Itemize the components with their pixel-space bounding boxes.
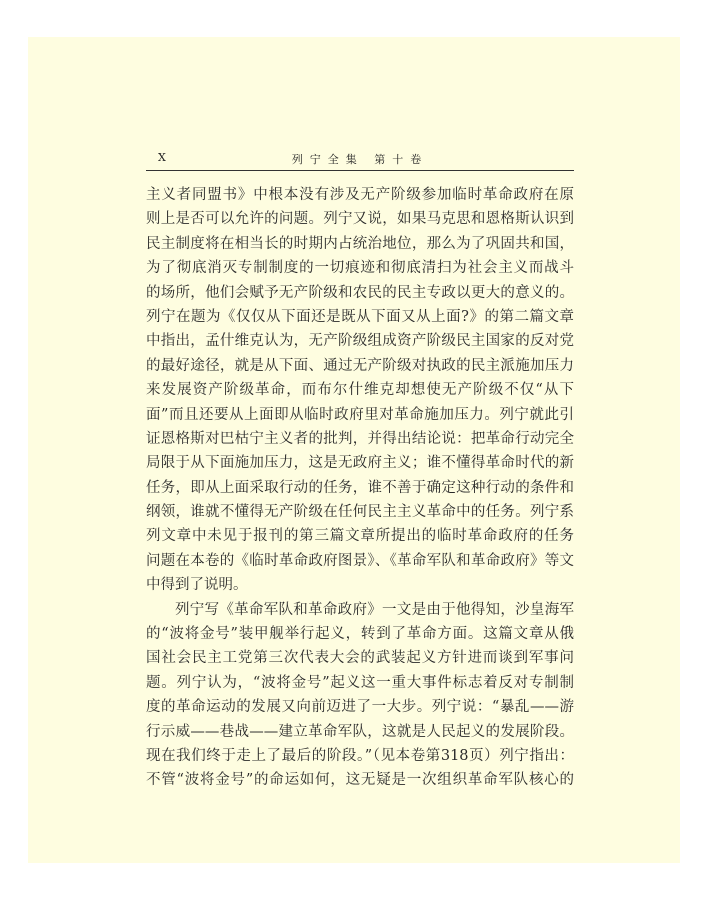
text-line: 则上是否可以允许的问题。列宁又说，如果马克思和恩格斯认识到 [146, 211, 574, 228]
body-text [146, 183, 574, 793]
text-line: 任务，即从上面采取行动的任务，谁不善于确定这种行动的条件和 [146, 479, 574, 496]
text-line: 来发展资产阶级革命，而布尔什维克却想使无产阶级不仅“从下 [146, 382, 574, 399]
text-line: 题。列宁认为，“波将金号”起义这一重大事件标志着反对专制制 [146, 674, 574, 691]
text-line: 度的革命运动的发展又向前迈进了一大步。列宁说：“暴乱——游 [146, 699, 574, 716]
text-line: 纲领，谁就不懂得无产阶级在任何民主主义革命中的任务。列宁系 [146, 504, 574, 521]
running-header [146, 150, 574, 171]
text-line: 列宁在题为《仅仅从下面还是既从下面又从上面?》的第二篇文章 [146, 308, 574, 325]
text-line: 的场所，他们会赋予无产阶级和农民的民主专政以更大的意义的。 [146, 284, 574, 301]
text-line: 的“波将金号”装甲舰举行起义，转到了革命方面。这篇文章从俄 [146, 626, 574, 643]
text-line: 证恩格斯对巴枯宁主义者的批判，并得出结论说：把革命行动完全 [146, 430, 574, 447]
text-line: 现在我们终于走上了最后的阶段。”（见本卷第318页）列宁指出： [146, 747, 574, 764]
running-title: 列宁全集 第十卷 [291, 153, 429, 166]
text-line: 中得到了说明。 [146, 577, 248, 594]
text-line: 主义者同盟书》中根本没有涉及无产阶级参加临时革命政府在原 [146, 187, 574, 203]
text-line: 的最好途径，就是从下面、通过无产阶级对执政的民主派施加压力 [146, 357, 574, 374]
text-line: 列宁写《革命军队和革命政府》一文是由于他得知，沙皇海军 [175, 601, 574, 618]
page-number: X [158, 151, 166, 164]
text-line: 国社会民主工党第三次代表大会的武装起义方针进而谈到军事问 [146, 650, 574, 667]
text-line: 行示威——巷战——建立革命军队，这就是人民起义的发展阶段。 [146, 723, 574, 740]
text-line: 问题在本卷的《临时革命政府图景》、《革命军队和革命政府》等文 [146, 552, 574, 569]
text-line: 列文章中未见于报刊的第三篇文章所提出的临时革命政府的任务 [146, 528, 574, 545]
text-line: 局限于从下面施加压力，这是无政府主义；谁不懂得革命时代的新 [146, 455, 574, 472]
text-line: 中指出，孟什维克认为，无产阶级组成资产阶级民主国家的反对党 [146, 333, 574, 350]
text-line: 面”而且还要从上面即从临时政府里对革命施加压力。列宁就此引 [146, 406, 574, 423]
text-line: 不管“波将金号”的命运如何，这无疑是一次组织革命军队核心的 [146, 772, 574, 789]
text-line: 民主制度将在相当长的时期内占统治地位，那么为了巩固共和国， [146, 235, 574, 252]
text-line: 为了彻底消灭专制制度的一切痕迹和彻底清扫为社会主义而战斗 [146, 260, 574, 277]
